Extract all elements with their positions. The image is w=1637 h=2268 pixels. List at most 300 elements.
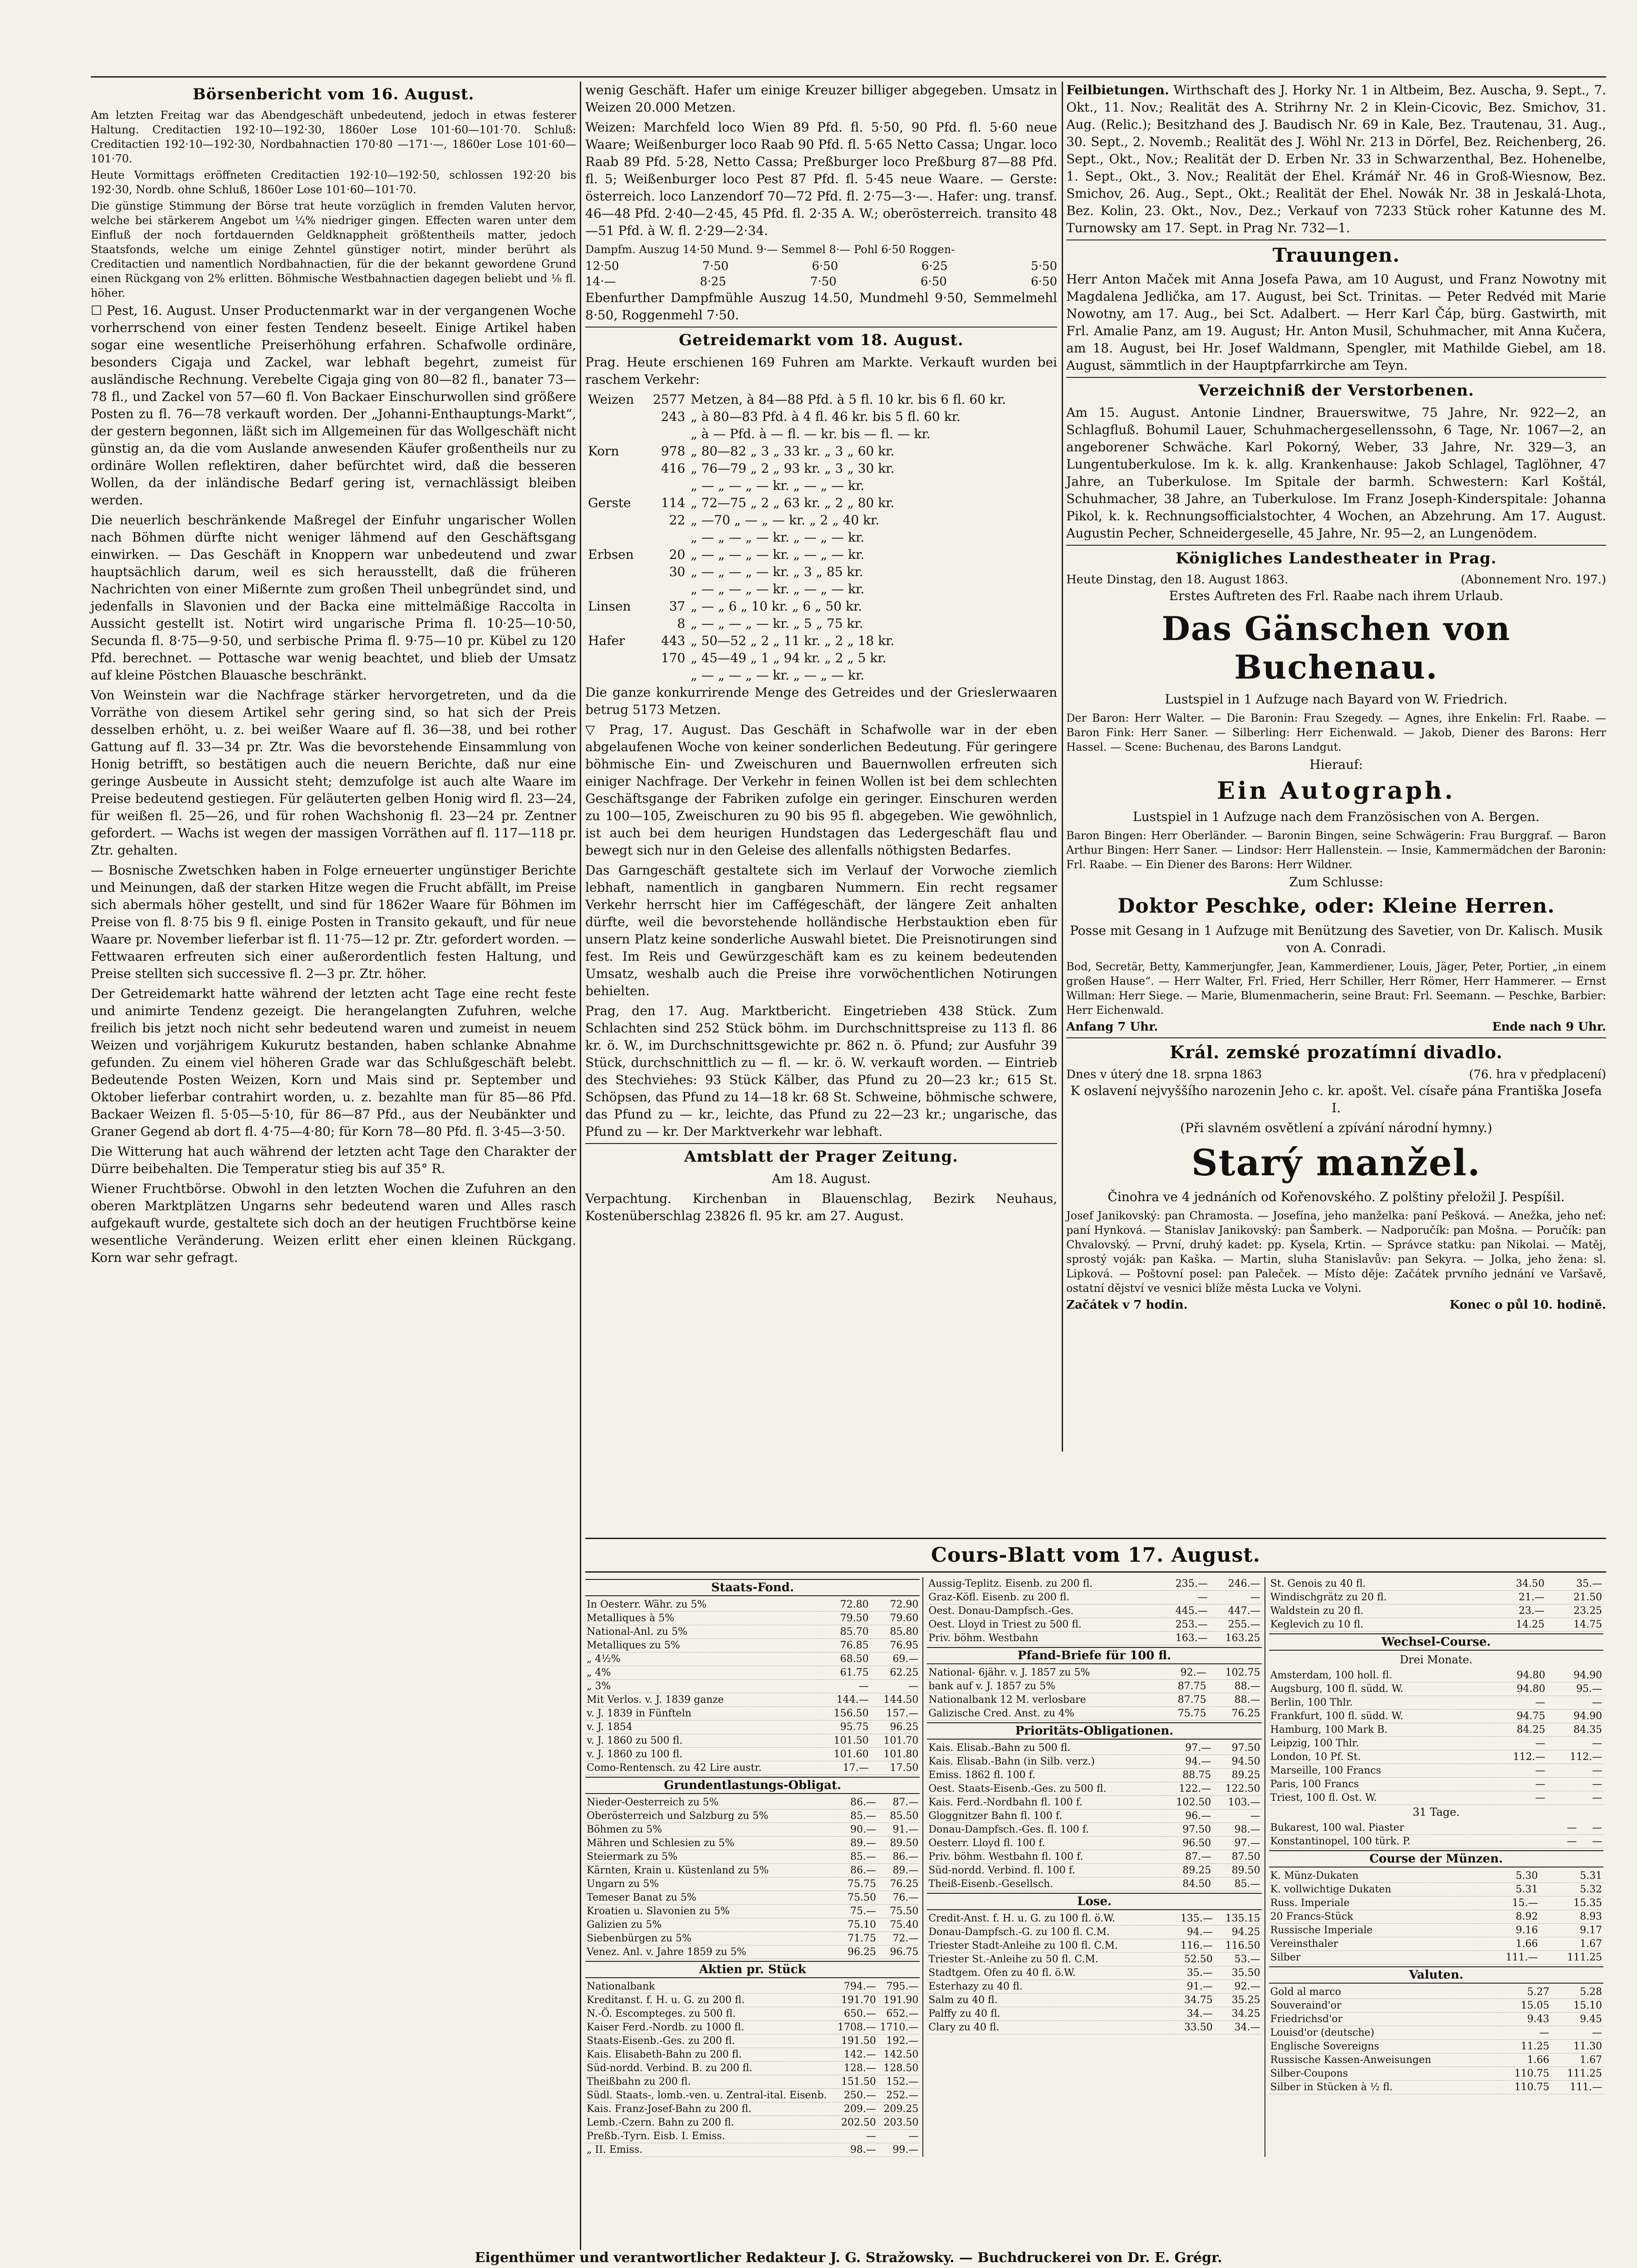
waare-value: 447.— (1209, 1604, 1262, 1618)
paragraph: Ebenfurther Dampfmühle Auszug 14.50, Mundmehl 9·50, Semmelmehl 8·50, Roggenmehl 7·50. (585, 290, 1057, 323)
table-row (585, 443, 1057, 460)
table-row (585, 1837, 920, 1850)
geld-value: 87.— (1163, 1850, 1212, 1864)
geld-value: 209.— (835, 2102, 877, 2116)
waare-value: 122.50 (1212, 1782, 1261, 1796)
waare-value: 23.25 (1546, 1604, 1603, 1618)
paragraph: Heute Vormittags eröffneten Creditactien 192·10—192·50, schlossen 192·20 bis 192·30, Nordb. ohne Schluß, 1860er Lose 101·60—101·70. (91, 169, 576, 196)
waare-value: 15.10 (1551, 1999, 1603, 2013)
bourse-section-title: Course der Münzen. (1269, 1850, 1603, 1867)
geld-value: 110.75 (1498, 2067, 1551, 2081)
waare-value: 246.— (1209, 1577, 1262, 1591)
waare-value: 9.17 (1539, 1924, 1603, 1937)
table-row (927, 1769, 1261, 1782)
security-name: 20 Francs-Stück (1269, 1910, 1480, 1924)
waare-value: — (1547, 1696, 1603, 1710)
security-name: Emiss. 1862 fl. 100 f. (927, 1769, 1163, 1782)
table-row (927, 1755, 1261, 1769)
grain-quantity: 170 (661, 650, 686, 665)
table-row (927, 1877, 1261, 1891)
security-name: Kais. Ferd.-Nordbahn fl. 100 f. (927, 1796, 1163, 1809)
table-row (927, 1809, 1261, 1823)
grain-quantity: 2577 (653, 392, 686, 407)
geld-value: 9.43 (1498, 2013, 1551, 2026)
geld-value: 79.50 (820, 1612, 870, 1625)
geld-value: 92.— (1163, 1666, 1208, 1680)
geld-value: 156.50 (820, 1707, 870, 1721)
grain-quantity: 22 (669, 513, 686, 528)
waare-value: — (870, 1680, 920, 1693)
table-row (1269, 1618, 1603, 1632)
security-name: Kais. Franz-Josef-Bahn zu 200 fl. (585, 2102, 835, 2116)
geld-value: 87.75 (1163, 1680, 1208, 1693)
paragraph: Prag, den 17. Aug. Marktbericht. Eingetrieben 438 Stück. Zum Schlachten sind 252 Stück böhm. im Durchschnittspreise zu 113 fl. 86 kr. ö. W., im Durchschnittsgewichte pr. 862 n. ö. Pfund; zur Ausfuhr 39 Stück, durchschnittlich zu — fl. — kr. ö. W. verkauft worden. — Eintrieb des Stechviehes: 93 Stück Kälber, das Pfund zu 20—23 kr.; 615 St. Schöpsen, das Pfund zu 14—18 kr. 68 St. Schweine, böhmische schwere, das Pfund zu — kr., leichte, das Pfund zu 22—23 kr.; ungarische, das Pfund zu — kr. Der Marktverkehr war lebhaft. (585, 1003, 1057, 1139)
table-row (585, 2007, 920, 2021)
play-subtitle: Činohra ve 4 jednáních od Kořenovského. Z polštiny přeložil J. Pespíšil. (1108, 1189, 1565, 1204)
security-name: Aussig-Teplitz. Eisenb. zu 200 fl. (927, 1577, 1160, 1591)
security-name: St. Genois zu 40 fl. (1269, 1577, 1489, 1591)
bourse-title: Cours-Blatt vom 17. August. (931, 1544, 1260, 1567)
security-name: Amsterdam, 100 holl. fl. (1269, 1669, 1490, 1682)
waare-value: 88.— (1208, 1680, 1262, 1693)
table-row (927, 1796, 1261, 1809)
waare-value: — (1547, 1778, 1603, 1791)
column-markets (91, 82, 576, 1269)
theater-guest: Erstes Auftreten des Frl. Raabe nach ihrem Urlaub. (1169, 588, 1504, 603)
paragraph: wenig Geschäft. Hafer um einige Kreuzer billiger abgegeben. Umsatz in Weizen 20.000 Metzen. (585, 83, 1057, 115)
end-time: Ende nach 9 Uhr. (1492, 1020, 1606, 1034)
waare-value: 76.25 (1208, 1707, 1262, 1721)
waare-value: 17.50 (870, 1761, 920, 1775)
security-name: Oest. Staats-Eisenb.-Ges. zu 500 fl. (927, 1782, 1163, 1796)
table-row (927, 1577, 1261, 1591)
geld-value: 96.50 (1163, 1837, 1212, 1850)
geld-value: 9.16 (1480, 1924, 1539, 1937)
waare-value: 209.25 (877, 2102, 920, 2116)
waare-value: 86.— (877, 1850, 920, 1864)
cours-blatt (585, 1533, 1606, 2157)
geld-value: 253.— (1160, 1618, 1209, 1632)
table-row (585, 1707, 920, 1721)
grain-price: „ — „ — „ — kr. „ 3 „ 85 kr. (691, 564, 863, 579)
flour-price: 12·50 (585, 259, 619, 273)
table-row (1269, 1869, 1603, 1883)
security-name: Galizien zu 5% (585, 1918, 835, 1932)
waare-value: 94.50 (1212, 1755, 1261, 1769)
bourse-section-title: Grundentlastungs-Obligat. (585, 1777, 920, 1794)
table-row (927, 1666, 1261, 1680)
waare-value: 87.50 (1212, 1850, 1261, 1864)
flour-price: 6·50 (1031, 275, 1057, 288)
waare-value: 92.— (1214, 1980, 1262, 1994)
waare-value: 128.50 (877, 2062, 920, 2075)
column-notices (1066, 82, 1606, 1313)
waare-value: 96.75 (877, 1945, 920, 1959)
newspaper-page (91, 82, 1606, 2250)
security-name: Clary zu 40 fl. (927, 2021, 1170, 2034)
security-name: Temeser Banat zu 5% (585, 1891, 835, 1905)
geld-value: — (1553, 1835, 1578, 1848)
grain-quantity (645, 581, 688, 598)
security-name: Oest. Lloyd in Triest zu 500 fl. (927, 1618, 1160, 1632)
table-row (585, 1796, 920, 1809)
security-name: v. J. 1860 zu 100 fl. (585, 1748, 820, 1761)
table-row (585, 408, 1057, 425)
theater-date: Heute Dinstag, den 18. August 1863. (1066, 573, 1289, 587)
security-name: Triester St.-Anleihe zu 50 fl. C.M. (927, 1953, 1170, 1966)
security-name: Triester Stadt-Anleihe zu 100 fl. C.M. (927, 1939, 1170, 1953)
geld-value: 97.50 (1163, 1823, 1212, 1837)
table-row (1269, 1669, 1603, 1682)
waare-value: 76.— (877, 1891, 920, 1905)
geld-value: 94.— (1170, 1926, 1214, 1939)
waare-value: 652.— (877, 2007, 920, 2021)
waare-value: 157.— (870, 1707, 920, 1721)
waare-value: 85.50 (877, 1809, 920, 1823)
bourse-section-title: Staats-Fond. (585, 1579, 920, 1596)
security-name: Siebenbürgen zu 5% (585, 1932, 835, 1945)
section-heading: Königliches Landestheater in Prag. (1176, 549, 1497, 567)
security-name: Kreditanst. f. H. u. G. zu 200 fl. (585, 1994, 835, 2007)
waare-value: — (1578, 1821, 1603, 1835)
security-name: Waldstein zu 20 fl. (1269, 1604, 1489, 1618)
geld-value: 15.— (1480, 1897, 1539, 1910)
table-row (585, 1891, 920, 1905)
security-name: bank auf v. J. 1857 zu 5% (927, 1680, 1162, 1693)
paragraph: Der Getreidemarkt hatte während der letzten acht Tage eine recht feste und animirte Tendenz gezeigt. Die herangelangten Zufuhren, welche freilich bis jetzt noch nicht sehr bedeutend waren und zumeist in neuem Weizen und vorjährigem Kukurutz bestanden, haben schlanke Abnahme gefunden. Zu einem viel höheren Grade war das Schlußgeschäft belebt. Bedeutende Posten Weizen, Korn und Mais sind pr. September und Oktober lieferbar contrahirt worden, u. z. bezahlte man für 85—86 Pfd. Backaer Weizen fl. 5·05—5·10, für 86—87 Pfd., aus der Neubänkter und Graner Gegend ab dort fl. 4·75—4·80; für Korn 78—80 Pfd. fl. 3·45—3·50. (91, 986, 576, 1139)
table-row (927, 1926, 1261, 1939)
waare-value: — (1547, 1764, 1603, 1778)
geld-value: 72.80 (820, 1598, 870, 1612)
waare-value: — (1212, 1809, 1261, 1823)
geld-value: 151.50 (835, 2075, 877, 2089)
security-name: Konstantinopel, 100 türk. P. (1269, 1835, 1553, 1848)
waare-value: 111.25 (1539, 1951, 1603, 1965)
table-row (927, 1741, 1261, 1755)
geld-value: — (1490, 1696, 1547, 1710)
table-row (927, 1980, 1261, 1994)
paragraph: Die Witterung hat auch während der letzten acht Tage den Charakter der Dürre beibehalten. Die Temperatur stieg bis auf 35° R. (91, 1144, 576, 1176)
table-row (585, 1761, 920, 1775)
bourse-section-title: Wechsel-Course. (1269, 1633, 1603, 1651)
table-row (585, 425, 1057, 443)
divider (1066, 545, 1606, 546)
security-name: Salm zu 40 fl. (927, 1994, 1170, 2007)
security-name: Oest. Donau-Dampfsch.-Ges. (927, 1604, 1160, 1618)
security-name: London, 10 Pf. St. (1269, 1750, 1490, 1764)
table-row (585, 2062, 920, 2075)
waare-value: 34.25 (1214, 2007, 1262, 2021)
flour-price: 14·— (585, 275, 616, 288)
waare-value: 1710.— (877, 2021, 920, 2034)
start-time: Začátek v 7 hodin. (1066, 1298, 1188, 1312)
paragraph: Prag. Heute erschienen 169 Fuhren am Markte. Verkauft wurden bei raschem Verkehr: (585, 355, 1057, 387)
paragraph: Wiener Fruchtbörse. Obwohl in den letzten Wochen die Zufuhren an den oberen Marktplätzen Ungarns sehr bedeutend waren und Alles rasch aufgekauft wurde, gestaltete sich doch an der heutigen Fruchtbörse keine wesentliche Veränderung. Weizen erlitt eher einen kleinen Rückgang. Korn war sehr gefragt. (91, 1181, 576, 1265)
table-row (927, 1912, 1261, 1926)
play-title: Das Gänschen von Buchenau. (1162, 609, 1511, 686)
grain-type (585, 615, 645, 632)
table-row (927, 1680, 1261, 1693)
waare-value: 152.— (877, 2075, 920, 2089)
czech-date: Dnes v úterý dne 18. srpna 1863 (1066, 1068, 1262, 1081)
geld-value: 34.50 (1488, 1577, 1546, 1591)
waare-value: 1.67 (1551, 2053, 1603, 2067)
divider (1066, 1037, 1606, 1038)
geld-value: — (820, 1680, 870, 1693)
security-name: Keglevich zu 10 fl. (1269, 1618, 1489, 1632)
table-row (1269, 1764, 1603, 1778)
security-name: Mähren und Schlesien zu 5% (585, 1837, 835, 1850)
table-row (585, 512, 1057, 529)
geld-value: 94.75 (1490, 1710, 1547, 1723)
security-name: Gold al marco (1269, 1985, 1498, 1999)
waare-value: 192.— (877, 2034, 920, 2048)
security-name: Preßb.-Tyrn. Eisb. I. Emiss. (585, 2130, 835, 2143)
security-name: „ 3% (585, 1680, 820, 1693)
table-row (927, 1707, 1261, 1721)
grain-table (585, 391, 1057, 684)
geld-value: 91.— (1170, 1980, 1214, 1994)
waare-value: 89.50 (877, 1837, 920, 1850)
flour-price: 8·25 (700, 275, 726, 288)
geld-value: 94.80 (1490, 1682, 1547, 1696)
security-name: Kais. Elisab.-Bahn zu 500 fl. (927, 1741, 1163, 1755)
czech-occasion: K oslavení nejvyššího narozenin Jeho c. kr. apošt. Vel. císaře pána Františka Josefa I. (1070, 1083, 1602, 1115)
grain-type: Weizen (588, 392, 634, 407)
top-rule (91, 76, 1606, 78)
notice-text: Wirthschaft des J. Horky Nr. 1 in Altbeim, Bez. Auscha, 9. Sept., 7. Okt., 11. Nov.; Realität des A. Strihrny Nr. 2 in Klein-Cicovic, Bez. Smichov, 31. Aug. (Relic.); Besitzhand des J. Baudisch Nr. 69 in Kale, Bez. Trautenau, 31. Aug., 30. Sept., 2. Novemb.; Realität des J. Wöhl Nr. 213 in Dörfel, Bez. Reichenberg, 26. Sept., Okt., Nov.; Realität der D. Erben Nr. 33 in Schwarzenthal, Bez. Hohenelbe, 1. Sept., Okt., 3. Nov.; Realität der Ehel. Krámář Nr. 46 in Groß-Wiesnow, Bez. Smichov, 26. Aug., Sept., Okt.; Realität der Ehel. Nowák Nr. 38 in Jeskalá-Lhota, Bez. Kolin, 23. Okt., Nov., Dez.; Verkauf von 7233 Stück roher Katunne des M. Turnowsky am 17. Sept. in Prag Nr. 732—1. (1066, 83, 1606, 235)
table-row (585, 1809, 920, 1823)
grain-price: „ à — Pfd. à — fl. — kr. bis — fl. — kr. (691, 426, 931, 441)
bourse-table (927, 1666, 1261, 1721)
grain-type (585, 408, 645, 425)
security-name: „ 4½% (585, 1652, 820, 1666)
security-name: Metalliques à 5% (585, 1612, 820, 1625)
waare-value: 1.67 (1539, 1937, 1603, 1951)
security-name: Stadtgem. Ofen zu 40 fl. ö.W. (927, 1966, 1170, 1980)
security-name: Louisd'or (deutsche) (1269, 2026, 1498, 2040)
waare-value: 111.25 (1551, 2067, 1603, 2081)
grain-type (585, 529, 645, 546)
geld-value: 87.75 (1163, 1693, 1208, 1707)
waare-value: — (1551, 2026, 1603, 2040)
play-cast: Baron Bingen: Herr Oberländer. — Baronin Bingen, seine Schwägerin: Frau Burggraf. — Baron Arthur Bingen: Herr Saner. — Lindsor: Herr Hallenstein. — Insie, Kammermädchen der Baronin: Frl. Raabe. — Ein Diener des Barons: Herr Wildner. (1066, 829, 1606, 871)
geld-value: — (1553, 1821, 1578, 1835)
waare-value: 95.— (1547, 1682, 1603, 1696)
grain-quantity: 443 (661, 633, 686, 648)
bourse-table (1269, 1869, 1603, 1965)
security-name: Windischgrätz zu 20 fl. (1269, 1591, 1489, 1604)
grain-price: „ — „ 6 „ 10 kr. „ 6 „ 50 kr. (691, 599, 863, 614)
bourse-table (927, 1741, 1261, 1891)
geld-value: 94.80 (1490, 1669, 1547, 1682)
waare-value: 99.— (877, 2143, 920, 2157)
play-subtitle: Lustspiel in 1 Aufzuge nach Bayard von W. Friedrich. (1165, 692, 1508, 707)
geld-value: 84.25 (1490, 1723, 1547, 1737)
paragraph: Die günstige Stimmung der Börse trat heute vorzüglich in fremden Valuten hervor, welche bei stärkerem Angebot um ¼% niedriger gingen. Effecten waren unter dem Einfluß der noch fortdauernden Geldknappheit größtentheils matter, jedoch Staatsfonds, welche um einige Zehntel günstiger notirt, minder berührt als Creditactien und namentlich Nordbahnactien, für die der bekannt gewordene Grund einen Rückgang von 2% erlitten. Böhmische Westbahnactien dagegen beliebt und ⅛ fl. höher. (91, 200, 576, 299)
play-cast: Der Baron: Herr Walter. — Die Baronin: Frau Szegedy. — Agnes, ihre Enkelin: Frl. Raabe. — Baron Fink: Herr Saner. — Silberling: Herr Eichenwald. — Jakob, Diener des Barons: Herr Hassel. — Scene: Buchenau, des Barons Landgut. (1066, 712, 1606, 753)
grain-quantity: 978 (661, 444, 686, 459)
waare-value: 89.50 (1212, 1864, 1261, 1877)
security-name: Metalliques zu 5% (585, 1639, 820, 1652)
security-name: Frankfurt, 100 fl. südd. W. (1269, 1710, 1490, 1723)
table-row (1269, 1696, 1603, 1710)
play-subtitle: Lustspiel in 1 Aufzuge nach dem Französischen von A. Bergen. (1132, 809, 1540, 824)
waare-value: — (1209, 1591, 1262, 1604)
table-row (585, 1734, 920, 1748)
security-name: Priv. böhm. Westbahn (927, 1632, 1160, 1645)
play-cast: Bod, Secretär, Betty, Kammerjungfer, Jean, Kammerdiener, Louis, Jäger, Peter, Portier, „in einem großen Hause“. — Herr Walter, Frl. Fried, Herr Schiller, Herr Römer, Herr Hammerer. — Ernst Willman: Herr Siege. — Marie, Blumenmacherin, seine Braut: Frl. Seemann. — Peschke, Barbier: Herr Eichenwald. (1066, 960, 1606, 1017)
geld-value: 17.— (820, 1761, 870, 1775)
waare-value: 5.28 (1551, 1985, 1603, 1999)
table-row (1269, 2040, 1603, 2053)
grain-price: „ — „ — „ — kr. „ 5 „ 75 kr. (691, 616, 863, 631)
paragraph: ☐ Pest, 16. August. Unser Productenmarkt war in der vergangenen Woche vorherrschend von einer festen Tendenz beseelt. Einige Artikel haben sogar eine wesentliche Preiserhöhung erfahren. Schafwolle ordinäre, besonders Cigaja und Zackel, war lebhaft begehrt, zumeist für ausländische Rechnung. Verebelte Cigaja ging von 80—82 fl., banater 73—78 fl., und Zackel von 57—60 fl. Von Backaer Einschurwollen sind größere Posten zu fl. 76—78 verkauft worden. Der „Johanni-Enthauptungs-Markt“, der gestern begonnen, läßt sich im Allgemeinen für das Wollgeschäft nicht günstig an, da die vom Auslande anwesenden Käufer großentheils nur zu ordinäre Wollen reflektiren, daher befürchtet wird, daß die besseren Wollen, da der inländische Bedarf gering ist, vernachlässigt bleiben werden. (91, 303, 576, 508)
grain-price: „ 50—52 „ 2 „ 11 kr. „ 2 „ 18 kr. (691, 633, 895, 648)
security-name: Credit-Anst. f. H. u. G. zu 100 fl. ö.W. (927, 1912, 1170, 1926)
grain-type: Gerste (588, 495, 631, 510)
security-name: Mit Verlos. v. J. 1839 ganze (585, 1693, 820, 1707)
geld-value: 191.70 (835, 1994, 877, 2007)
geld-value: 5.30 (1480, 1869, 1539, 1883)
waare-value: 163.25 (1209, 1632, 1262, 1645)
security-name: Kais. Elisab.-Bahn (in Silb. verz.) (927, 1755, 1163, 1769)
grain-type (585, 460, 645, 477)
security-name: Oberösterreich und Salzburg zu 5% (585, 1809, 835, 1823)
waare-value: 15.35 (1539, 1897, 1603, 1910)
geld-value: 86.— (835, 1796, 877, 1809)
geld-value: 128.— (835, 2062, 877, 2075)
waare-value: 76.95 (870, 1639, 920, 1652)
security-name: „ II. Emiss. (585, 2143, 835, 2157)
security-name: Theißbahn zu 200 fl. (585, 2075, 835, 2089)
table-row (585, 1721, 920, 1734)
waare-value: 98.— (1212, 1823, 1261, 1837)
table-row (1269, 1883, 1603, 1897)
section-heading: Verzeichniß der Verstorbenen. (1198, 381, 1475, 400)
waare-value: 85.— (1212, 1877, 1261, 1891)
flour-price: 7·50 (702, 259, 729, 273)
section-heading: Getreidemarkt vom 18. August. (679, 331, 964, 349)
geld-value: 122.— (1163, 1782, 1212, 1796)
geld-value: 84.50 (1163, 1877, 1212, 1891)
waare-value: 21.50 (1546, 1591, 1603, 1604)
security-name: Leipzig, 100 Thlr. (1269, 1737, 1490, 1750)
play-cast: Josef Janikovský: pan Chramosta. — Josefína, jeho manželka: paní Pešková. — Anežka, jeho neť: paní Hynková. — Stanislav Janikovský: pan Šamberk. — Nadporučík: pan Mošna. — Poručík: pan Chvalovský. — První, druhý kadet: pp. Kysela, Krtin. — Správce statku: pan Nikolai. — Matěj, sprostý voják: pan Kaška. — Martin, sluha Stanislavův: pan Sekyra. — Jolka, jeho žena: sl. Lipková. — Poštovní posel: pan Paleček. — Místo děje: Začátek prvního jednání ve Varšavě, ostatní dějství ve vesnici blíže města Lucka ve Volyni. (1066, 1209, 1606, 1295)
grain-price: Metzen, à 84—88 Pfd. à 5 fl. 10 kr. bis 6 fl. 60 kr. (691, 392, 1006, 407)
geld-value: 1708.— (835, 2021, 877, 2034)
table-row (585, 529, 1057, 546)
table-row (585, 391, 1057, 408)
geld-value: 86.— (835, 1864, 877, 1877)
waare-value: 14.75 (1546, 1618, 1603, 1632)
grain-price: „ 80—82 „ 3 „ 33 kr. „ 3 „ 60 kr. (691, 444, 895, 459)
table-row (585, 460, 1057, 477)
bourse-section-title: Valuten. (1269, 1966, 1603, 1984)
geld-value: — (1498, 2026, 1551, 2040)
divider (585, 1538, 1606, 1539)
geld-value: 5.27 (1498, 1985, 1551, 1999)
bourse-table (1269, 1821, 1603, 1848)
flour-price: 6·50 (812, 259, 838, 273)
security-name: Kais. Elisabeth-Bahn zu 200 fl. (585, 2048, 835, 2062)
paragraph: Weizen: Marchfeld loco Wien 89 Pfd. fl. 5·50, 90 Pfd. fl. 5·60 neue Waare; Weißenburger loco Raab 90 Pfd. fl. 5·65 Netto Cassa; Ungar. loco Raab 89 Pfd. 5·28, Netto Cassa; Preßburger loco Preßburg 87—88 Pfd. fl. 5; Weißenburger loco Pest 87 Pfd. fl. 5·45 neue Waare. — Gerste: österreich. loco Lanzendorf 70—72 Pfd. fl. 2·75—3·—. Hafer: ung. transf. 46—48 Pfd. 2·40—2·45, 45 Pfd. fl. 2·35 A. W.; oberösterreich. transito 48—51 Pfd. à W. fl. 2·29—2·34. (585, 120, 1057, 238)
security-name: Augsburg, 100 fl. südd. W. (1269, 1682, 1490, 1696)
table-row (585, 1693, 920, 1707)
security-name: v. J. 1854 (585, 1721, 820, 1734)
waare-value: 135.15 (1214, 1912, 1262, 1926)
table-row (585, 1666, 920, 1680)
table-row (1269, 2026, 1603, 2040)
table-row (585, 667, 1057, 684)
grain-price: „ — „ — „ — kr. „ — „ — kr. (691, 478, 865, 493)
security-name: Venez. Anl. v. Jahre 1859 zu 5% (585, 1945, 835, 1959)
theater-date-row (1066, 572, 1606, 587)
security-name: Esterhazy zu 40 fl. (927, 1980, 1170, 1994)
bourse-table (585, 1598, 920, 1775)
grain-type: Erbsen (588, 547, 634, 562)
geld-value: 85.70 (820, 1625, 870, 1639)
czech-abo: (76. hra v předplacení) (1469, 1068, 1606, 1081)
waare-value: 72.90 (870, 1598, 920, 1612)
security-name: Kroatien u. Slavonien zu 5% (585, 1905, 835, 1918)
table-row (585, 1680, 920, 1693)
waare-value: 76.25 (877, 1877, 920, 1891)
geld-value: 34.— (1170, 2007, 1214, 2021)
table-row (1269, 1577, 1603, 1591)
geld-value: 15.05 (1498, 1999, 1551, 2013)
divider (585, 1143, 1057, 1144)
table-row (927, 1850, 1261, 1864)
flour-price: 6·25 (921, 259, 948, 273)
paragraph: — Bosnische Zwetschken haben in Folge erneuerter ungünstiger Berichte und Meinungen, daß der starken Hitze wegen die Frucht abfällt, im Preise sich abermals höher gestellt, und sind für 1862er Waare für Böhmen im Preise von fl. 8·75 bis 9 fl. einige Posten in Transito gekauft, und für neue Waare pr. November lieferbar ist fl. 11·75—12 pr. Ztr. gefordert worden. — Fettwaaren erfreuten sich einer außerordentlich festen Haltung, und Preise stellten sich successive fl. 2—3 pr. Ztr. höher. (91, 863, 576, 981)
table-row (585, 2130, 920, 2143)
table-row (1269, 1897, 1603, 1910)
column-grain (585, 82, 1057, 1227)
table-row (585, 2048, 920, 2062)
play-subtitle: Posse mit Gesang in 1 Aufzuge mit Benützung des Savetier, von Dr. Kalisch. Musik von A. Conradi. (1070, 923, 1603, 955)
divider (585, 1571, 1606, 1573)
table-row (927, 1994, 1261, 2007)
column-rule (580, 82, 581, 2250)
waare-value: 94.90 (1547, 1710, 1603, 1723)
geld-value: 250.— (835, 2089, 877, 2102)
waare-value: 88.— (1208, 1693, 1262, 1707)
czech-date-row (1066, 1067, 1606, 1082)
waare-value: 94.25 (1214, 1926, 1262, 1939)
waare-value: 255.— (1209, 1618, 1262, 1632)
security-name: Kärnten, Krain u. Küstenland zu 5% (585, 1864, 835, 1877)
grain-quantity (645, 477, 688, 494)
geld-value: 111.— (1480, 1951, 1539, 1965)
grain-quantity (645, 425, 688, 443)
waare-value: 72.— (877, 1932, 920, 1945)
waare-value: 94.90 (1547, 1669, 1603, 1682)
table-row (1269, 2013, 1603, 2026)
table-row (585, 494, 1057, 512)
table-row (585, 2102, 920, 2116)
security-name: Bukarest, 100 wal. Piaster (1269, 1821, 1553, 1835)
security-name: Silber in Stücken à ½ fl. (1269, 2081, 1498, 2094)
waare-value: 5.31 (1539, 1869, 1603, 1883)
table-row (1269, 1682, 1603, 1696)
geld-value: 94.— (1163, 1755, 1212, 1769)
security-name: Kaiser Ferd.-Nordb. zu 1000 fl. (585, 2021, 835, 2034)
security-name: Ungarn zu 5% (585, 1877, 835, 1891)
waare-value: 69.— (870, 1652, 920, 1666)
section-heading: Trauungen. (1272, 244, 1400, 266)
waare-value: 5.32 (1539, 1883, 1603, 1897)
